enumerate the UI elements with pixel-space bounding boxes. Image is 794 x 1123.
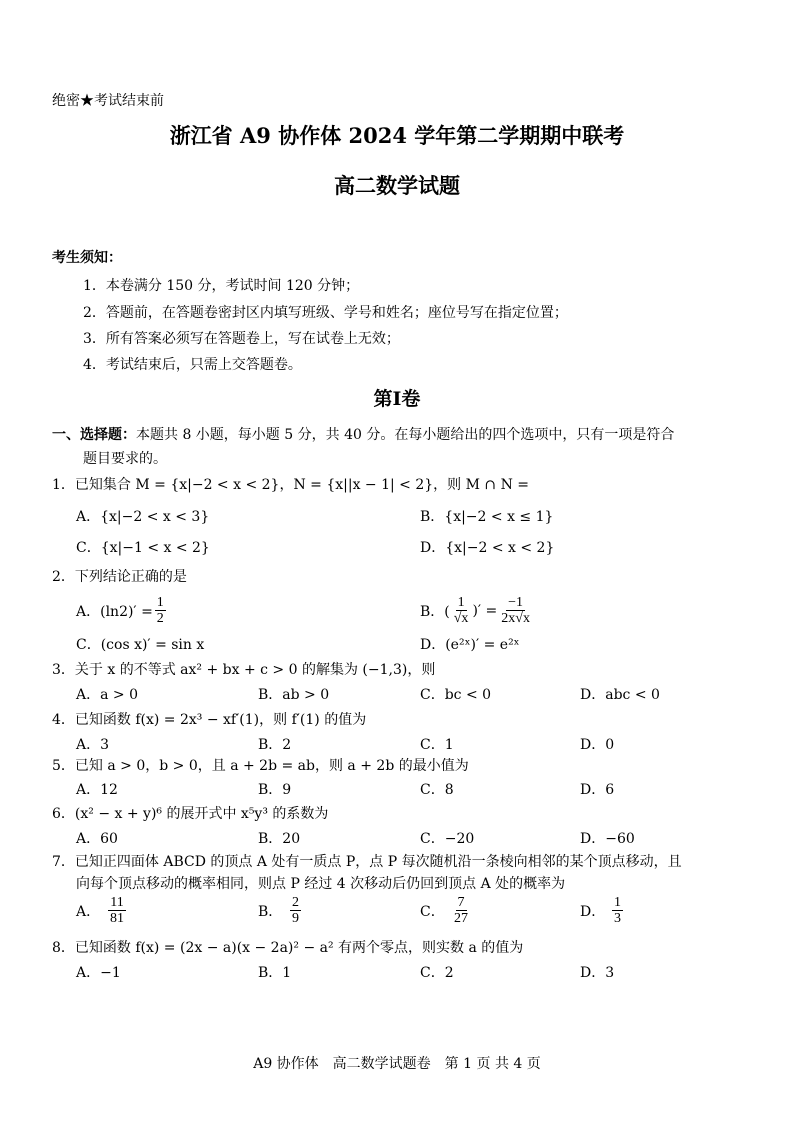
fraction-denominator: 27 — [454, 911, 468, 926]
notice-item: 1．本卷满分 150 分，考试时间 120 分钟； — [83, 278, 360, 294]
section-text: 本题共 8 小题，每小题 5 分，共 40 分。在每小题给出的四个选项中，只有一项是符合 — [136, 427, 675, 443]
fraction-numerator: 7 — [457, 895, 465, 910]
exam-title: 浙江省 A9 协作体 2024 学年第二学期期中联考 — [169, 123, 625, 148]
q2-option-d: D．(e²ˣ)′ = e²ˣ — [420, 637, 520, 653]
section-text-line2: 题目要求的。 — [83, 451, 167, 467]
fraction — [155, 595, 166, 626]
fraction — [290, 895, 301, 926]
q6-option-a: A．60 — [76, 831, 118, 847]
q7-option-c — [420, 895, 472, 926]
q5-option-d: D．6 — [580, 782, 615, 798]
q3-option-b: B．ab > 0 — [258, 687, 330, 703]
q1-option-d: D．{x|−2 < x < 2} — [420, 540, 555, 556]
notice-item: 4．考试结束后，只需上交答题卷。 — [83, 357, 302, 373]
notice-item: 2．答题前，在答题卷密封区内填写班级、学号和姓名；座位号写在指定位置； — [83, 305, 568, 321]
fraction — [452, 895, 470, 926]
q5-option-c: C．8 — [420, 782, 454, 798]
q2-option-a-text: A．(ln2)′ = — [76, 603, 153, 620]
question-6-stem: 6．(x² − x + y)⁶ 的展开式中 x⁵y³ 的系数为 — [52, 806, 329, 822]
fraction-denominator: 3 — [614, 911, 621, 926]
q8-option-d: D．3 — [580, 965, 615, 981]
q6-option-d: D．−60 — [580, 831, 635, 847]
fraction-denominator: 2x√x — [501, 611, 530, 626]
page-footer: A9 协作体 高二数学试题卷 第 1 页 共 4 页 — [253, 1056, 541, 1072]
fraction-denominator: 81 — [110, 911, 124, 926]
q2-option-b-mid: )′ = — [472, 602, 498, 619]
q1-option-c: C．{x|−1 < x < 2} — [76, 540, 210, 556]
q5-option-b: B．9 — [258, 782, 292, 798]
q6-option-c: C．−20 — [420, 831, 475, 847]
subject-title: 高二数学试题 — [334, 173, 460, 198]
q4-option-d: D．0 — [580, 737, 615, 753]
section-intro — [52, 424, 674, 444]
fraction-numerator: 11 — [110, 895, 124, 910]
q2-option-b-text: B．( — [420, 603, 450, 620]
notice-item: 3．所有答案必须写在答题卷上，写在试卷上无效； — [83, 331, 400, 347]
fraction-numerator: 1 — [156, 595, 164, 610]
fraction — [108, 895, 126, 926]
q1-option-a: A．{x|−2 < x < 3} — [76, 509, 210, 525]
q7-option-b — [258, 895, 303, 926]
fraction-numerator: 2 — [292, 895, 299, 910]
q8-option-b: B．1 — [258, 965, 292, 981]
fraction-numerator: 1 — [614, 895, 621, 910]
q8-option-a: A．−1 — [76, 965, 121, 981]
q4-option-a: A．3 — [76, 737, 110, 753]
q2-option-b — [420, 595, 534, 626]
fraction-denominator: 2 — [156, 611, 164, 626]
notice-title: 考生须知： — [52, 250, 122, 266]
q1-option-b: B．{x|−2 < x ≤ 1} — [420, 509, 554, 525]
question-4-stem: 4．已知函数 f(x) = 2x³ − xf′(1)，则 f′(1) 的值为 — [52, 712, 367, 728]
question-3-stem: 3．关于 x 的不等式 ax² + bx + c > 0 的解集为 (−1,3)，则 — [52, 662, 436, 678]
q7-option-d — [580, 895, 625, 926]
volume-title: 第Ⅰ卷 — [373, 388, 421, 410]
q2-option-c: C．(cos x)′ = sin x — [76, 637, 205, 653]
option-label: C． — [420, 903, 445, 920]
question-1-stem: 1．已知集合 M = {x|−2 < x < 2}，N = {x||x − 1| < 2}，则 M ∩ N = — [52, 477, 530, 493]
q3-option-a: A．a > 0 — [76, 687, 138, 703]
q8-option-c: C．2 — [420, 965, 454, 981]
question-2-stem: 2．下列结论正确的是 — [52, 569, 187, 585]
q6-option-b: B．20 — [258, 831, 301, 847]
fraction-numerator: −1 — [508, 595, 524, 610]
question-7-stem: 7．已知正四面体 ABCD 的顶点 A 处有一质点 P，点 P 每次随机沿一条棱向相邻的某个顶点移动，且 — [52, 854, 682, 870]
q3-option-d: D．abc < 0 — [580, 687, 660, 703]
q5-option-a: A．12 — [76, 782, 118, 798]
fraction — [499, 595, 532, 626]
question-7-stem-line2: 向每个顶点移动的概率相同，则点 P 经过 4 次移动后仍回到顶点 A 处的概率为 — [76, 876, 566, 892]
q4-option-c: C．1 — [420, 737, 454, 753]
fraction-denominator: 9 — [292, 911, 299, 926]
option-label: A． — [76, 903, 101, 920]
fraction — [452, 595, 471, 626]
q4-option-b: B．2 — [258, 737, 292, 753]
option-label: D． — [580, 903, 606, 920]
section-label: 一、选择题： — [52, 427, 136, 443]
question-8-stem: 8．已知函数 f(x) = (2x − a)(x − 2a)² − a² 有两个零点，则实数 a 的值为 — [52, 940, 524, 956]
q2-option-a — [76, 595, 168, 626]
question-5-stem: 5．已知 a > 0，b > 0，且 a + 2b = ab，则 a + 2b 的最小值为 — [52, 758, 469, 774]
q3-option-c: C．bc < 0 — [420, 687, 492, 703]
q7-option-a — [76, 895, 128, 926]
fraction-denominator: √x — [453, 611, 469, 626]
fraction-numerator: 1 — [457, 595, 465, 610]
secret-mark: 绝密★考试结束前 — [52, 93, 164, 109]
fraction — [612, 895, 623, 926]
option-label: B． — [258, 903, 283, 920]
